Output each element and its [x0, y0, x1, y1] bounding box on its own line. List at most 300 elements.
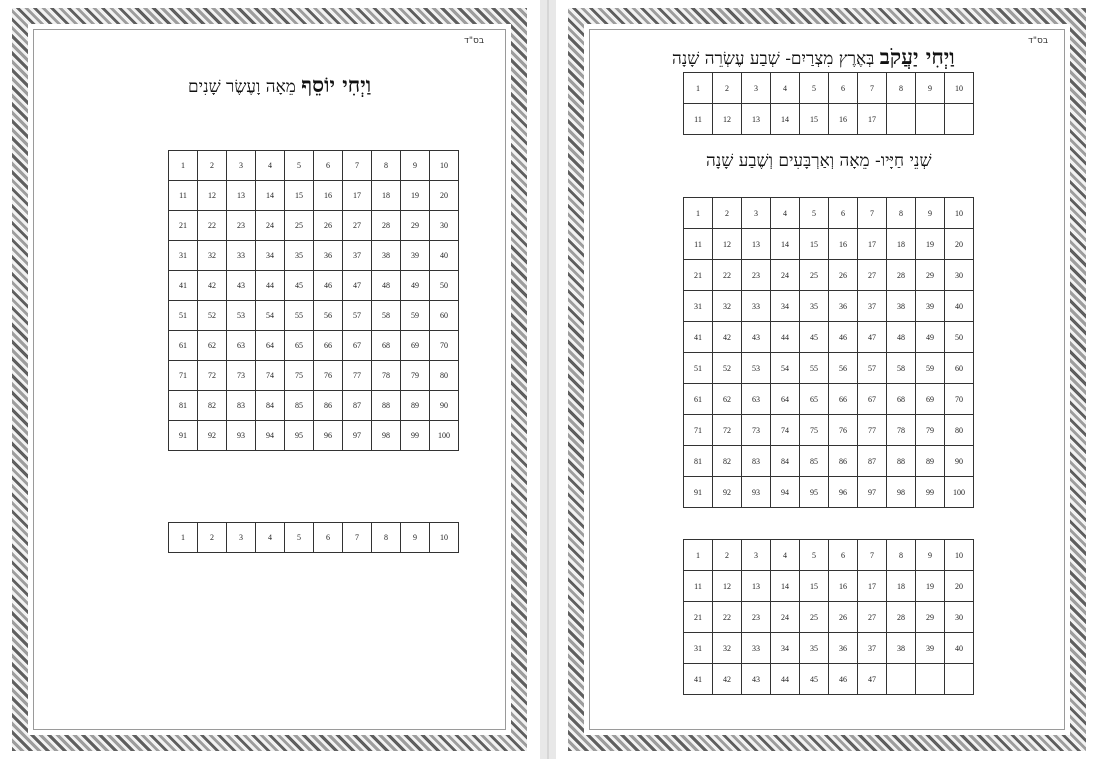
grid-cell: 32 — [713, 291, 742, 322]
grid-cell: 2 — [713, 73, 742, 104]
grid-row — [169, 301, 459, 331]
grid-cell: 54 — [771, 353, 800, 384]
grid-cell: 86 — [314, 391, 343, 421]
grid-cell: 85 — [800, 446, 829, 477]
grid-cell: 11 — [169, 181, 198, 211]
grid-cell: 21 — [684, 260, 713, 291]
grid-cell: 90 — [430, 391, 459, 421]
grid-cell: 44 — [256, 271, 285, 301]
grid-cell: 10 — [430, 151, 459, 181]
grid-cell: 66 — [314, 331, 343, 361]
grid-cell: 1 — [684, 540, 713, 571]
grid-cell: 40 — [430, 241, 459, 271]
grid-cell: 43 — [742, 664, 771, 695]
grid-cell: 47 — [858, 322, 887, 353]
grid-row — [684, 322, 974, 353]
grid-cell: 67 — [343, 331, 372, 361]
grid-cell: 37 — [858, 291, 887, 322]
grid-cell: 4 — [771, 198, 800, 229]
grid-cell: 3 — [742, 198, 771, 229]
grid-cell: 19 — [401, 181, 430, 211]
grid-cell: 24 — [256, 211, 285, 241]
grid-cell: 78 — [887, 415, 916, 446]
grid-cell: 29 — [401, 211, 430, 241]
grid-cell: 62 — [198, 331, 227, 361]
grid-cell: 21 — [684, 602, 713, 633]
grid-cell: 2 — [198, 523, 227, 553]
grid-cell — [945, 104, 974, 135]
grid-cell: 58 — [887, 353, 916, 384]
grid-cell: 42 — [198, 271, 227, 301]
number-grid-17 — [683, 72, 974, 135]
grid-cell: 31 — [169, 241, 198, 271]
grid-cell: 50 — [430, 271, 459, 301]
grid-cell: 59 — [401, 301, 430, 331]
grid-cell: 13 — [742, 104, 771, 135]
grid-row — [684, 477, 974, 508]
grid-row — [684, 415, 974, 446]
grid-cell: 75 — [800, 415, 829, 446]
grid-cell: 60 — [945, 353, 974, 384]
grid-cell: 18 — [887, 571, 916, 602]
grid-cell: 7 — [858, 73, 887, 104]
grid-cell: 59 — [916, 353, 945, 384]
grid-cell: 1 — [169, 523, 198, 553]
grid-cell: 15 — [800, 229, 829, 260]
grid-cell: 55 — [285, 301, 314, 331]
grid-cell: 43 — [227, 271, 256, 301]
grid-cell: 45 — [285, 271, 314, 301]
grid-cell: 38 — [887, 633, 916, 664]
grid-cell: 8 — [887, 198, 916, 229]
grid-cell: 42 — [713, 664, 742, 695]
grid-cell: 61 — [169, 331, 198, 361]
grid-cell: 27 — [858, 602, 887, 633]
grid-row — [684, 664, 974, 695]
grid-cell: 60 — [430, 301, 459, 331]
number-grid-100 — [168, 150, 459, 451]
grid-cell: 47 — [343, 271, 372, 301]
grid-cell: 38 — [887, 291, 916, 322]
grid-cell: 1 — [684, 73, 713, 104]
grid-row — [684, 198, 974, 229]
grid-cell: 83 — [742, 446, 771, 477]
grid-cell: 30 — [430, 211, 459, 241]
grid-cell: 34 — [256, 241, 285, 271]
grid-cell: 2 — [198, 151, 227, 181]
grid-row — [169, 181, 459, 211]
grid-row — [169, 391, 459, 421]
grid-cell: 74 — [771, 415, 800, 446]
grid-row — [169, 523, 459, 553]
grid-cell: 33 — [742, 291, 771, 322]
grid-cell: 52 — [198, 301, 227, 331]
grid-cell: 6 — [829, 73, 858, 104]
grid-cell: 32 — [713, 633, 742, 664]
grid-cell: 36 — [829, 291, 858, 322]
grid-cell: 55 — [800, 353, 829, 384]
grid-cell: 24 — [771, 602, 800, 633]
bsd-header: בס"ד — [1028, 36, 1049, 46]
grid-cell: 42 — [713, 322, 742, 353]
grid-row — [169, 361, 459, 391]
grid-cell: 62 — [713, 384, 742, 415]
grid-cell: 9 — [916, 540, 945, 571]
grid-cell: 82 — [198, 391, 227, 421]
grid-cell: 30 — [945, 260, 974, 291]
grid-cell: 97 — [343, 421, 372, 451]
grid-cell: 91 — [684, 477, 713, 508]
grid-cell: 97 — [858, 477, 887, 508]
grid-cell: 22 — [198, 211, 227, 241]
grid-cell: 73 — [742, 415, 771, 446]
page-title — [188, 72, 371, 98]
grid-cell: 13 — [742, 229, 771, 260]
grid-cell: 1 — [684, 198, 713, 229]
grid-cell: 40 — [945, 633, 974, 664]
grid-cell: 74 — [256, 361, 285, 391]
grid-cell: 37 — [343, 241, 372, 271]
grid-cell: 70 — [430, 331, 459, 361]
grid-cell: 35 — [800, 633, 829, 664]
grid-cell: 49 — [401, 271, 430, 301]
grid-cell: 20 — [430, 181, 459, 211]
grid-cell: 6 — [314, 151, 343, 181]
grid-cell: 18 — [372, 181, 401, 211]
grid-cell: 81 — [684, 446, 713, 477]
grid-cell: 72 — [713, 415, 742, 446]
grid-cell: 48 — [887, 322, 916, 353]
grid-cell: 31 — [684, 291, 713, 322]
grid-cell: 57 — [858, 353, 887, 384]
grid-cell: 13 — [742, 571, 771, 602]
grid-cell: 84 — [771, 446, 800, 477]
grid-cell: 88 — [372, 391, 401, 421]
grid-cell: 3 — [227, 151, 256, 181]
grid-cell: 24 — [771, 260, 800, 291]
grid-cell: 68 — [372, 331, 401, 361]
grid-cell: 39 — [916, 633, 945, 664]
grid-cell: 87 — [343, 391, 372, 421]
grid-cell: 28 — [372, 211, 401, 241]
grid-cell: 4 — [771, 540, 800, 571]
page-right — [556, 0, 1097, 759]
grid-row — [684, 446, 974, 477]
grid-cell: 38 — [372, 241, 401, 271]
grid-row — [684, 260, 974, 291]
grid-cell: 2 — [713, 540, 742, 571]
grid-cell: 14 — [771, 571, 800, 602]
grid-cell: 33 — [227, 241, 256, 271]
grid-cell: 79 — [916, 415, 945, 446]
number-grid-100 — [683, 197, 974, 508]
grid-cell: 5 — [800, 540, 829, 571]
grid-cell: 94 — [771, 477, 800, 508]
grid-row — [169, 211, 459, 241]
grid-cell — [916, 104, 945, 135]
grid-cell: 31 — [684, 633, 713, 664]
grid-cell: 46 — [829, 664, 858, 695]
grid-cell: 9 — [401, 523, 430, 553]
grid-cell: 26 — [829, 260, 858, 291]
grid-cell: 39 — [401, 241, 430, 271]
grid-cell: 20 — [945, 571, 974, 602]
grid-cell: 10 — [945, 540, 974, 571]
grid-cell: 12 — [713, 104, 742, 135]
grid-cell: 96 — [314, 421, 343, 451]
grid-cell: 3 — [742, 73, 771, 104]
grid-cell: 12 — [713, 571, 742, 602]
grid-cell: 22 — [713, 602, 742, 633]
grid-cell: 82 — [713, 446, 742, 477]
grid-cell: 79 — [401, 361, 430, 391]
grid-cell: 70 — [945, 384, 974, 415]
grid-cell: 92 — [198, 421, 227, 451]
grid-cell: 76 — [829, 415, 858, 446]
grid-cell: 46 — [829, 322, 858, 353]
grid-cell: 11 — [684, 571, 713, 602]
grid-cell: 41 — [684, 664, 713, 695]
grid-cell: 23 — [742, 260, 771, 291]
grid-cell: 5 — [285, 523, 314, 553]
grid-cell: 50 — [945, 322, 974, 353]
title-bold: וַיְחִי יוֹסֵף — [301, 72, 372, 97]
grid-cell: 54 — [256, 301, 285, 331]
grid-cell: 80 — [430, 361, 459, 391]
grid-cell: 77 — [858, 415, 887, 446]
grid-cell — [887, 664, 916, 695]
grid-cell: 16 — [314, 181, 343, 211]
grid-cell: 94 — [256, 421, 285, 451]
grid-cell: 76 — [314, 361, 343, 391]
grid-cell: 11 — [684, 229, 713, 260]
grid-cell: 17 — [858, 104, 887, 135]
grid-cell: 57 — [343, 301, 372, 331]
grid-cell: 52 — [713, 353, 742, 384]
grid-cell: 5 — [800, 198, 829, 229]
grid-cell: 9 — [916, 73, 945, 104]
grid-cell: 11 — [684, 104, 713, 135]
grid-cell: 8 — [887, 540, 916, 571]
grid-cell: 7 — [858, 540, 887, 571]
page-left — [0, 0, 540, 759]
grid-row — [684, 104, 974, 135]
grid-cell: 5 — [285, 151, 314, 181]
grid-cell: 48 — [372, 271, 401, 301]
grid-cell: 6 — [829, 540, 858, 571]
grid-cell: 3 — [227, 523, 256, 553]
grid-cell: 39 — [916, 291, 945, 322]
grid-cell: 15 — [285, 181, 314, 211]
grid-cell: 78 — [372, 361, 401, 391]
grid-cell: 9 — [916, 198, 945, 229]
grid-cell: 92 — [713, 477, 742, 508]
grid-cell: 67 — [858, 384, 887, 415]
grid-cell: 18 — [887, 229, 916, 260]
grid-cell: 53 — [742, 353, 771, 384]
grid-row — [684, 291, 974, 322]
grid-cell — [945, 664, 974, 695]
page-subtitle — [706, 151, 932, 171]
grid-cell: 28 — [887, 602, 916, 633]
grid-cell: 37 — [858, 633, 887, 664]
grid-cell: 25 — [285, 211, 314, 241]
grid-cell: 69 — [916, 384, 945, 415]
grid-cell: 19 — [916, 229, 945, 260]
grid-cell: 6 — [314, 523, 343, 553]
grid-cell: 56 — [829, 353, 858, 384]
grid-row — [169, 241, 459, 271]
grid-cell: 29 — [916, 602, 945, 633]
grid-cell: 87 — [858, 446, 887, 477]
grid-cell: 8 — [887, 73, 916, 104]
title-rest: בְּאֶרֶץ מִצְרַיִם- שְׁבַע עֶשְׂרֵה שָׁנָה — [672, 49, 880, 69]
page-title — [672, 44, 955, 70]
grid-cell: 98 — [372, 421, 401, 451]
grid-cell: 10 — [430, 523, 459, 553]
grid-cell: 14 — [771, 104, 800, 135]
grid-cell: 20 — [945, 229, 974, 260]
grid-cell: 63 — [227, 331, 256, 361]
grid-cell: 16 — [829, 229, 858, 260]
grid-cell: 88 — [887, 446, 916, 477]
grid-cell: 100 — [430, 421, 459, 451]
grid-cell: 35 — [800, 291, 829, 322]
number-grid-47 — [683, 539, 974, 695]
grid-row — [169, 151, 459, 181]
grid-cell: 4 — [256, 523, 285, 553]
grid-cell: 64 — [256, 331, 285, 361]
grid-cell: 89 — [401, 391, 430, 421]
grid-cell: 7 — [343, 523, 372, 553]
title-bold: וַיְחִי יַעֲקֹב — [879, 44, 955, 69]
grid-cell: 93 — [227, 421, 256, 451]
grid-cell: 44 — [771, 322, 800, 353]
grid-cell: 66 — [829, 384, 858, 415]
grid-cell: 44 — [771, 664, 800, 695]
grid-row — [684, 633, 974, 664]
grid-cell: 45 — [800, 322, 829, 353]
grid-cell: 95 — [285, 421, 314, 451]
grid-cell: 13 — [227, 181, 256, 211]
grid-cell: 34 — [771, 291, 800, 322]
grid-cell: 71 — [169, 361, 198, 391]
grid-cell: 93 — [742, 477, 771, 508]
grid-cell: 23 — [227, 211, 256, 241]
grid-cell: 23 — [742, 602, 771, 633]
grid-row — [684, 353, 974, 384]
grid-cell: 61 — [684, 384, 713, 415]
grid-cell: 3 — [742, 540, 771, 571]
grid-cell: 4 — [771, 73, 800, 104]
grid-cell: 34 — [771, 633, 800, 664]
grid-row — [684, 571, 974, 602]
grid-cell: 86 — [829, 446, 858, 477]
grid-cell: 28 — [887, 260, 916, 291]
grid-cell: 41 — [684, 322, 713, 353]
grid-cell: 7 — [858, 198, 887, 229]
grid-cell: 51 — [684, 353, 713, 384]
grid-cell: 8 — [372, 151, 401, 181]
grid-cell: 53 — [227, 301, 256, 331]
grid-cell: 10 — [945, 73, 974, 104]
grid-row — [684, 229, 974, 260]
grid-cell: 35 — [285, 241, 314, 271]
grid-cell: 90 — [945, 446, 974, 477]
grid-cell: 36 — [829, 633, 858, 664]
grid-cell: 1 — [169, 151, 198, 181]
grid-cell: 73 — [227, 361, 256, 391]
grid-cell: 32 — [198, 241, 227, 271]
grid-row — [169, 271, 459, 301]
grid-cell: 12 — [198, 181, 227, 211]
grid-cell: 99 — [401, 421, 430, 451]
grid-cell: 14 — [771, 229, 800, 260]
grid-cell: 26 — [829, 602, 858, 633]
grid-cell: 56 — [314, 301, 343, 331]
grid-cell: 26 — [314, 211, 343, 241]
grid-row — [684, 384, 974, 415]
grid-cell: 27 — [858, 260, 887, 291]
page-gutter — [540, 0, 556, 759]
subtitle-text: שְׁנֵי חַיָּיו- מֵאָה וְאַרְבָּעִים וְשֶׁבַע שָׁנָה — [706, 151, 932, 171]
grid-row — [684, 540, 974, 571]
grid-cell: 41 — [169, 271, 198, 301]
grid-cell: 16 — [829, 104, 858, 135]
grid-cell: 96 — [829, 477, 858, 508]
grid-cell: 83 — [227, 391, 256, 421]
grid-row — [684, 73, 974, 104]
grid-cell: 21 — [169, 211, 198, 241]
grid-cell: 58 — [372, 301, 401, 331]
grid-cell: 77 — [343, 361, 372, 391]
grid-cell: 100 — [945, 477, 974, 508]
grid-cell: 95 — [800, 477, 829, 508]
grid-cell: 63 — [742, 384, 771, 415]
grid-cell: 8 — [372, 523, 401, 553]
grid-cell: 65 — [285, 331, 314, 361]
grid-row — [684, 602, 974, 633]
grid-cell: 22 — [713, 260, 742, 291]
grid-cell: 2 — [713, 198, 742, 229]
grid-cell: 29 — [916, 260, 945, 291]
grid-cell: 85 — [285, 391, 314, 421]
grid-cell: 65 — [800, 384, 829, 415]
grid-cell — [916, 664, 945, 695]
grid-cell: 12 — [713, 229, 742, 260]
grid-cell: 47 — [858, 664, 887, 695]
grid-cell: 4 — [256, 151, 285, 181]
grid-cell: 10 — [945, 198, 974, 229]
grid-cell: 81 — [169, 391, 198, 421]
number-grid-10 — [168, 522, 459, 553]
grid-cell: 16 — [829, 571, 858, 602]
grid-cell: 71 — [684, 415, 713, 446]
grid-cell: 19 — [916, 571, 945, 602]
grid-cell: 17 — [858, 229, 887, 260]
grid-cell: 14 — [256, 181, 285, 211]
grid-cell: 64 — [771, 384, 800, 415]
grid-cell: 7 — [343, 151, 372, 181]
grid-cell: 27 — [343, 211, 372, 241]
grid-cell: 43 — [742, 322, 771, 353]
grid-cell — [887, 104, 916, 135]
grid-cell: 89 — [916, 446, 945, 477]
grid-cell: 99 — [916, 477, 945, 508]
grid-cell: 40 — [945, 291, 974, 322]
grid-cell: 9 — [401, 151, 430, 181]
grid-cell: 72 — [198, 361, 227, 391]
